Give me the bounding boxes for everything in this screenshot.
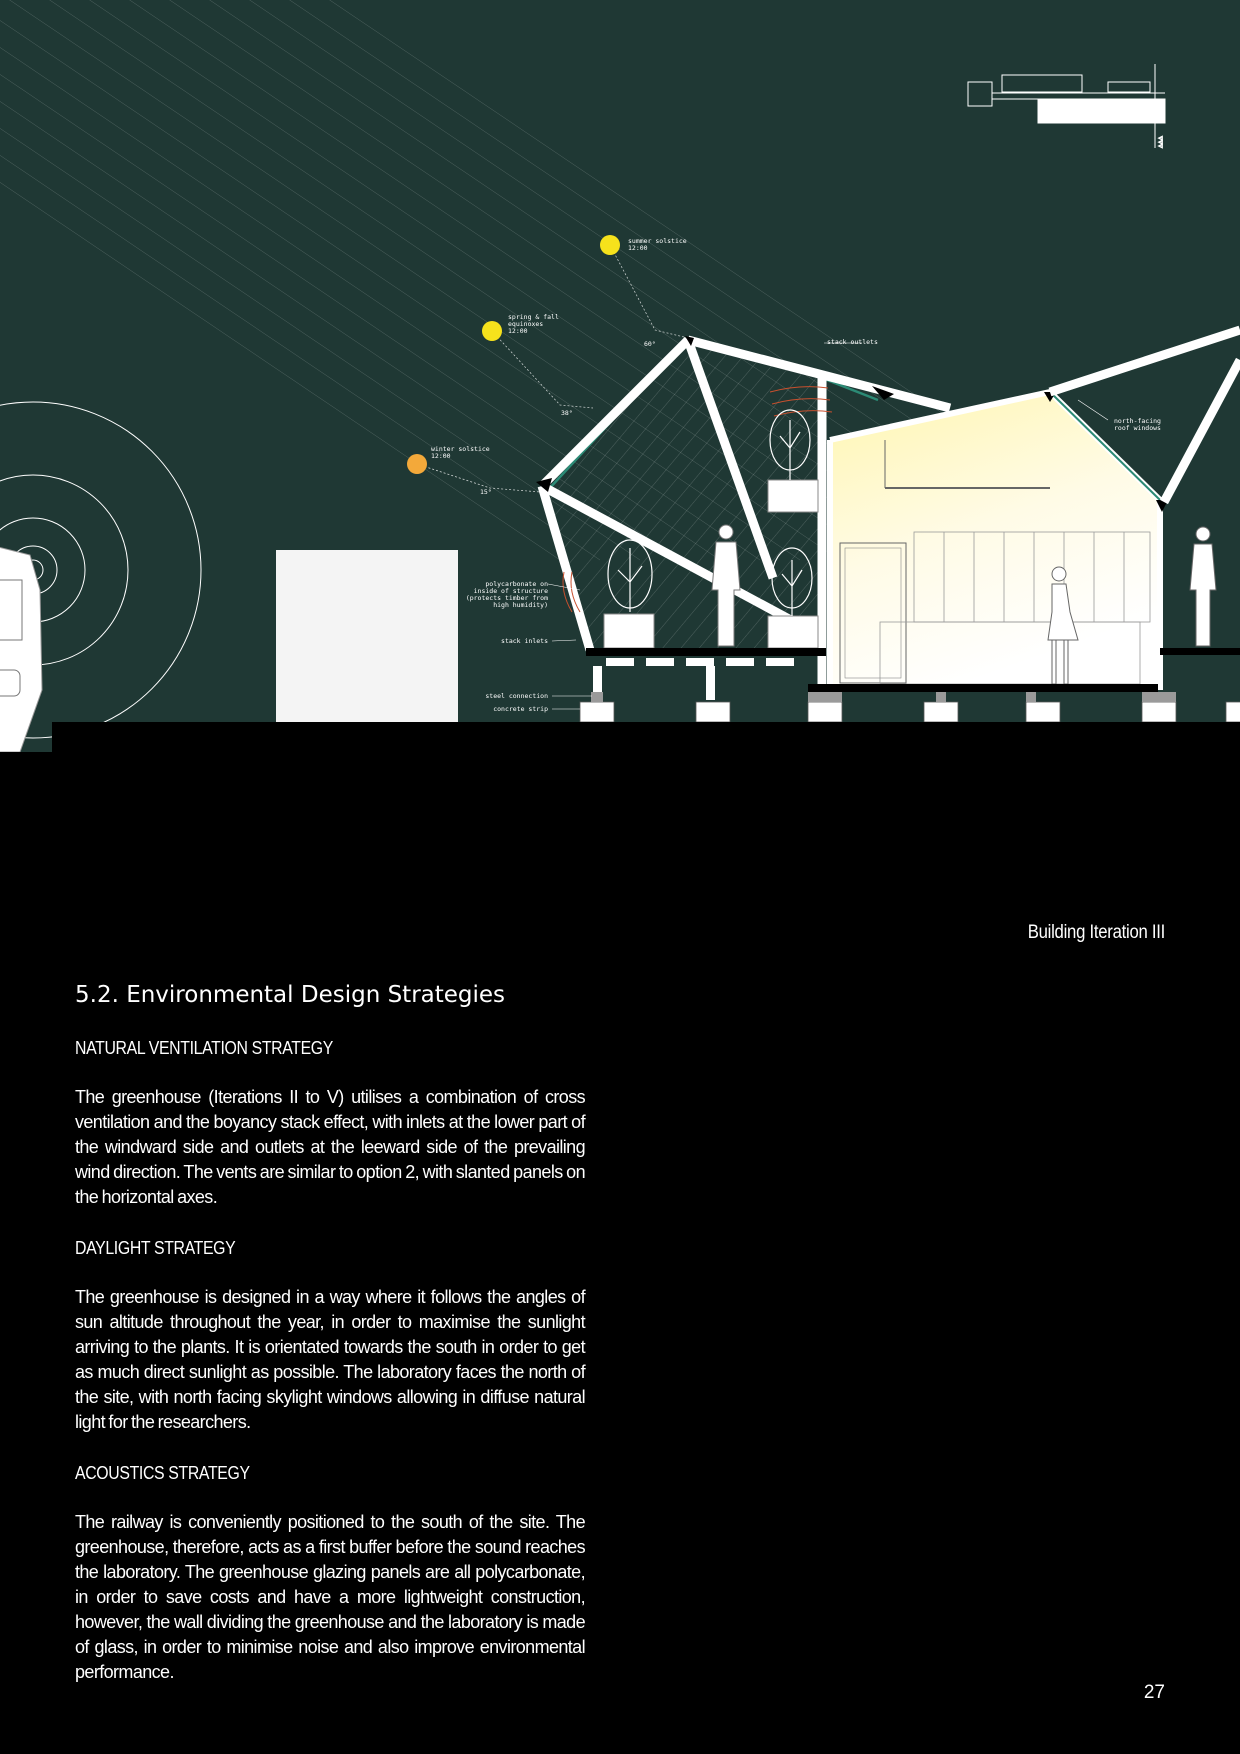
label-steel-connection: steel connection: [485, 692, 548, 700]
building-section-drawing: [0, 0, 1240, 752]
body-acoustics: The railway is conveniently positioned to the south of the site. The greenhouse, therefore, acts as a first buffer before the sound reaches the laboratory. The greenhouse glazing panels are all polycarbonate, in order to save costs and have a more lightweight construction, however, the wall dividing the greenhouse and the laboratory is made of glass, in order to minimise noise and also improve environmental performance.: [75, 1512, 585, 1682]
label-concrete-strip: concrete strip: [493, 705, 548, 713]
label-stack-inlets: stack inlets: [501, 637, 548, 645]
label-north-facing-2: roof windows: [1114, 424, 1161, 432]
sun-winter-time: 12:00: [431, 452, 451, 460]
sun-equinox-time: 12:00: [508, 327, 528, 335]
sun-summer-label: summer solstice: [628, 237, 687, 245]
label-polycarbonate-1: polycarbonate on: [485, 580, 548, 588]
label-polycarbonate-4: high humidity): [493, 601, 548, 609]
label-polycarbonate-2: inside of structure: [473, 587, 548, 595]
page-title: 5.2. Environmental Design Strategies: [75, 982, 506, 1008]
sun-icon: [600, 235, 620, 255]
sun-winter-label: winter solstice: [431, 445, 490, 453]
angle-label-15: 15°: [480, 488, 492, 496]
label-stack-outlets: stack outlets: [827, 338, 878, 346]
page-number: 27: [1143, 1682, 1165, 1703]
heading-natural-ventilation: NATURAL VENTILATION STRATEGY: [75, 1038, 334, 1058]
sun-icon: [482, 321, 502, 341]
ground-strip: [52, 722, 1240, 752]
sun-icon: [407, 454, 427, 474]
buffer-block: [276, 550, 458, 722]
heading-daylight: DAYLIGHT STRATEGY: [75, 1238, 236, 1258]
key-plan-label: △△△: [1156, 136, 1164, 148]
angle-label-38: 38°: [561, 409, 573, 417]
angle-label-60: 60°: [644, 340, 656, 348]
label-north-facing-1: north-facing: [1114, 417, 1161, 425]
section-label: Building Iteration III: [1027, 922, 1165, 943]
body-daylight: The greenhouse is designed in a way where it follows the angles of sun altitude throughout the year, in order to maximise the sunlight arriving to the plants. It is orientated towards the south in order to get as much direct sunlight as possible. The laboratory faces the north of the site, with north facing skylight windows allowing in diffuse natural light for the researchers.: [75, 1287, 585, 1432]
heading-acoustics: ACOUSTICS STRATEGY: [75, 1463, 250, 1483]
sun-equinox-label-2: equinoxes: [508, 320, 544, 328]
label-polycarbonate-3: (protects timber from: [465, 594, 548, 602]
body-natural-ventilation: The greenhouse (Iterations II to V) utilises a combination of cross ventilation and the boyancy stack effect, with inlets at the lower part of the windward side and outlets at the leeward side of the prevailing wind direction. The vents are similar to option 2, with slanted panels on the horizontal axes.: [75, 1087, 585, 1207]
sun-summer-time: 12:00: [628, 244, 648, 252]
sun-equinox-label: spring & fall: [508, 313, 559, 321]
